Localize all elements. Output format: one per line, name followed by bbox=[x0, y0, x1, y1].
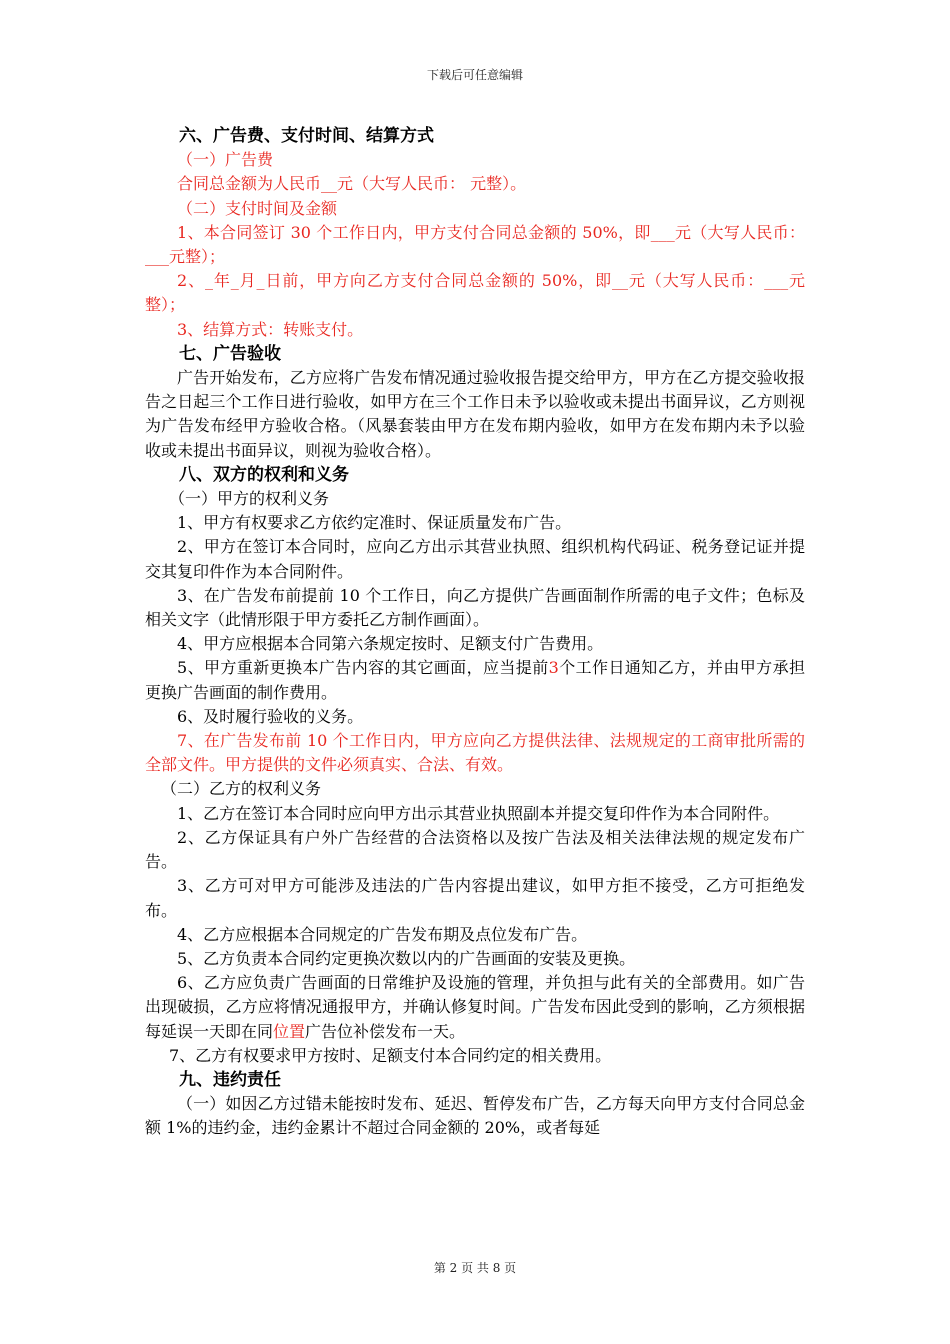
page-footer: 第 2 页 共 8 页 bbox=[433, 1261, 517, 1275]
party-b-item-6-pre: 6、乙方应负责广告画面的日常维护及设施的管理，并负担与此有关的全部费用。如广告出现破损，乙方应将情况通报甲方，并确认修复时间。广告发布因此受到的影响，乙方须根据每延误一天即在同 bbox=[145, 973, 805, 1041]
section-8-sub2: （二）乙方的权利义务 bbox=[161, 779, 322, 799]
party-a-item-5-days: 3 bbox=[548, 658, 559, 678]
party-b-item-2: 2、乙方保证具有户外广告经营的合法资格以及按广告法及相关法律法规的规定发布广告。 bbox=[145, 827, 805, 872]
party-a-item-7 bbox=[145, 729, 805, 777]
page-header: 下载后可任意编辑 bbox=[426, 68, 523, 82]
section-7-title: 七、广告验收 bbox=[179, 343, 281, 364]
section-8-sub1: （一）甲方的权利义务 bbox=[169, 489, 330, 509]
party-b-item-6-highlight: 位置 bbox=[273, 1021, 306, 1041]
party-a-item-7-num: 7、 bbox=[177, 731, 204, 751]
party-b-item-6 bbox=[145, 971, 805, 1044]
party-b-item-6-post: 广告位补偿发布一天。 bbox=[305, 1021, 466, 1041]
party-a-item-5-post: 个工作日通知乙方，并由甲方承担更换广告画面的制作费用。 bbox=[145, 658, 805, 702]
section-6-p1: 1、本合同签订 30 个工作日内，甲方支付合同总金额的 50%，即___元（大写人民币：___元整）； bbox=[145, 222, 805, 267]
section-7-p1: 广告开始发布，乙方应将广告发布情况通过验收报告提交给甲方，甲方在乙方提交验收报告之日起三个工作日进行验收，如甲方在三个工作日未予以验收或未提出书面异议，乙方则视为广告发布经甲方验收合格。（风暴套装由甲方在发布期内验收，如甲方在发布期内未予以验收或未提出书面异议，则视为验收合格）。 bbox=[145, 368, 805, 460]
section-9-p1: （一）如因乙方过错未能按时发布、延迟、暂停发布广告，乙方每天向甲方支付合同总金额 1%的违约金，违约金累计不超过合同金额的 20%，或者每延 bbox=[145, 1094, 805, 1138]
party-a-item-4: 4、甲方应根据本合同第六条规定按时、足额支付广告费用。 bbox=[177, 634, 604, 654]
party-a-item-6: 6、及时履行验收的义务。 bbox=[177, 706, 364, 726]
section-6-sub2: （二）支付时间及金额 bbox=[177, 198, 338, 218]
party-a-item-5 bbox=[145, 656, 805, 704]
section-6-sub1: （一）广告费 bbox=[177, 150, 274, 170]
section-8-title: 八、双方的权利和义务 bbox=[179, 464, 349, 485]
section-9-title: 九、违约责任 bbox=[179, 1069, 281, 1090]
section-6-total: 合同总金额为人民币__元（大写人民币： 元整）。 bbox=[177, 174, 527, 194]
section-6-title: 六、广告费、支付时间、结算方式 bbox=[179, 126, 434, 146]
party-b-item-5: 5、乙方负责本合同约定更换次数以内的广告画面的安装及更换。 bbox=[177, 948, 636, 968]
party-a-item-1: 1、甲方有权要求乙方依约定准时、保证质量发布广告。 bbox=[177, 513, 572, 533]
document-body bbox=[145, 124, 805, 1141]
section-6-p2: 2、_年_月_日前，甲方向乙方支付合同总金额的 50%，即__元（大写人民币：___元整）； bbox=[145, 271, 805, 315]
party-b-item-3: 3、乙方可对甲方可能涉及违法的广告内容提出建议，如甲方拒不接受，乙方可拒绝发布。 bbox=[145, 876, 805, 920]
party-a-item-5-pre: 5、甲方重新更换本广告内容的其它画面，应当提前 bbox=[177, 658, 549, 678]
party-b-item-4: 4、乙方应根据本合同规定的广告发布期及点位发布广告。 bbox=[177, 924, 588, 944]
party-a-item-2: 2、甲方在签订本合同时，应向乙方出示其营业执照、组织机构代码证、税务登记证并提交其复印件作为本合同附件。 bbox=[145, 537, 805, 581]
party-a-item-3: 3、在广告发布前提前 10 个工作日，向乙方提供广告画面制作所需的电子文件；色标及相关文字（此情形限于甲方委托乙方制作画面）。 bbox=[145, 585, 805, 630]
party-a-item-7-text: 在广告发布前 10 个工作日内，甲方应向乙方提供法律、法规规定的工商审批所需的全部文件。甲方提供的文件必须真实、合法、有效。 bbox=[145, 731, 805, 775]
party-b-item-1: 1、乙方在签订本合同时应向甲方出示其营业执照副本并提交复印件作为本合同附件。 bbox=[177, 803, 780, 823]
section-6-p3: 3、结算方式：转账支付。 bbox=[177, 319, 364, 339]
party-b-item-7: 7、乙方有权要求甲方按时、足额支付本合同约定的相关费用。 bbox=[169, 1045, 612, 1065]
